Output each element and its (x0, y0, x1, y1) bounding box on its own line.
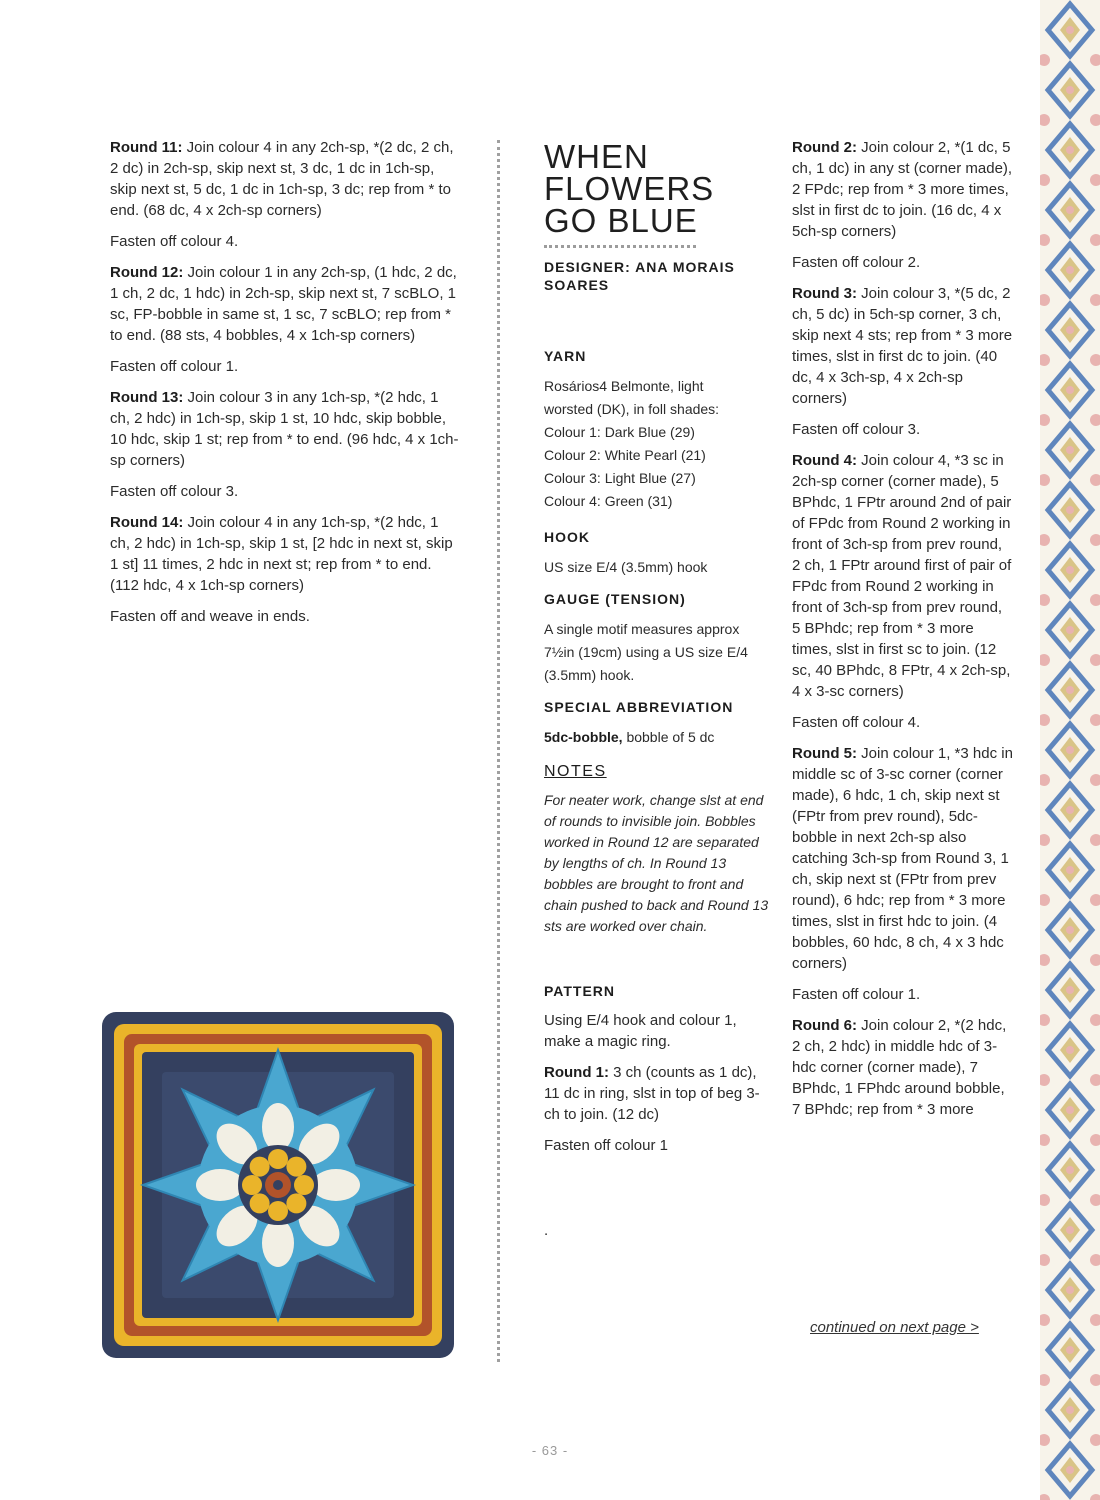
instruction-text: Fasten off colour 1 (544, 1137, 668, 1154)
instruction-text: Join colour 2, *(2 hdc, 2 ch, 2 hdc) in middle hdc of 3-hdc corner (corner made), 7 BPhdc, 1 FPhdc around bobble, 7 BPhdc; rep from * 3 more (792, 1017, 1007, 1118)
decorative-tile-border (1040, 0, 1100, 1500)
instruction-text: Fasten off colour 4. (792, 714, 921, 731)
continued-link[interactable]: continued on next page > (810, 1319, 979, 1336)
instruction-text: Join colour 1, *3 hdc in middle sc of 3-sc corner (corner made), 6 hdc, 1 ch, skip next st (FPtr from prev round), 5dc-bobble in next 2ch-sp also catching 3ch-sp from Round 3, 1 ch, skip next st (FPtr from prev round), 6 hdc; rep from * 3 more times, slst in first hdc to join. (4 bobbles, 60 hdc, 8 ch, 4 x 3 hdc corners) (792, 745, 1013, 972)
round-instruction (110, 137, 460, 221)
instruction-text: Join colour 4 in any 1ch-sp, *(2 hdc, 1 ch, 2 hdc) in 1ch-sp, skip 1 st, [2 hdc in next st, skip 1 st] 11 times, 2 hdc in next st; rep from * to end. (112 hdc, 4 x 1ch-sp corners) (110, 514, 453, 594)
instruction-text: Join colour 3, *(5 dc, 2 ch, 5 dc) in 5ch-sp corner, 3 ch, skip next 4 sts; rep from * 3 more times, slst in first dc to join. (40 dc, 4 x 3ch-sp, 4 x 2ch-sp corners) (792, 285, 1013, 407)
pattern-heading: PATTERN (544, 983, 616, 999)
instruction-text: Fasten off colour 1. (110, 358, 239, 375)
yarn-line: Colour 4: Green (31) (544, 493, 673, 509)
special-abbreviation-heading: SPECIAL ABBREVIATION (544, 699, 734, 715)
yarn-line: Colour 3: Light Blue (27) (544, 470, 696, 486)
instruction-text: 3 ch (counts as 1 dc), 11 dc in ring, slst in top of beg 3-ch to join. (12 dc) (544, 1064, 760, 1123)
round-instruction (792, 450, 1014, 702)
yarn-line: worsted (DK), in foll shades: (544, 401, 720, 417)
instruction-note (110, 481, 460, 502)
instruction-note (792, 712, 1014, 733)
column-divider (497, 140, 500, 1362)
round-label: Round 5: (792, 745, 857, 762)
round-label: Round 2: (792, 139, 857, 156)
instruction-note (792, 984, 1014, 1005)
round-label: Round 14: (110, 514, 184, 531)
title-underline-dots (544, 245, 696, 248)
round-instruction (110, 262, 460, 346)
yarn-line: Colour 2: White Pearl (21) (544, 447, 706, 463)
round-label: Round 6: (792, 1017, 857, 1034)
instruction-text: Join colour 4, *3 sc in 2ch-sp corner (corner made), 5 BPhdc, 1 FPtr around 2nd of pair of FPdc from Round 2 working in front of 3ch-sp from prev round, 2 ch, 1 FPtr around first of pair of FPdc from Round 2 working in front of 3ch-sp from prev round, 5 BPhdc; rep from * 3 more times, slst in first sc to join. (12 sc, 40 BPhdc, 8 FPtr, 4 x 2ch-sp, 4 x 3-sc corners) (792, 452, 1012, 700)
instruction-text: Fasten off colour 4. (110, 233, 239, 250)
round-instruction (792, 283, 1014, 409)
instruction-text: Join colour 2, *(1 dc, 5 ch, 1 dc) in any st (corner made), 2 FPdc; rep from * 3 more times, slst in first dc to join. (16 dc, 4 x 5ch-sp corners) (792, 139, 1013, 240)
instruction-text: Fasten off colour 1. (792, 986, 921, 1003)
instruction-text: Join colour 4 in any 2ch-sp, *(2 dc, 2 ch, 2 dc) in 2ch-sp, skip next st, 3 dc, 1 dc in 1ch-sp, skip next st, 5 dc, 1 dc in 1ch-sp, 3 dc; rep from * to end. (68 dc, 4 x 2ch-sp corners) (110, 139, 454, 219)
instruction-note (110, 356, 460, 377)
gauge-heading: GAUGE (TENSION) (544, 591, 686, 607)
instruction-note (544, 1135, 772, 1156)
round-instruction (792, 1015, 1014, 1120)
instruction-text: Join colour 1 in any 2ch-sp, (1 hdc, 2 dc, 1 ch, 2 dc, 1 hdc) in 2ch-sp, skip next st, 7 scBLO, 1 sc, FP-bobble in same st, 1 sc, 7 scBLO; rep from * to end. (88 sts, 4 bobbles, 4 x 1ch-sp corners) (110, 264, 457, 344)
pattern-title: WHEN FLOWERS GO BLUE (544, 138, 715, 239)
yarn-line: Rosários4 Belmonte, light (544, 378, 704, 394)
designer-credit: DESIGNER: ANA MORAIS SOARES (544, 259, 735, 293)
gauge-text: A single motif measures approx 7½in (19cm) using a US size E/4 (3.5mm) hook. (544, 621, 748, 683)
round-label: Round 3: (792, 285, 857, 302)
instruction-text: Join colour 3 in any 1ch-sp, *(2 hdc, 1 ch, 2 hdc) in 1ch-sp, skip 1 st, 10 hdc, skip bobble, 10 hdc, skip 1 st; rep from * to end. (96 hdc, 4 x 1ch-sp corners) (110, 389, 459, 469)
stray-mark: . (544, 1222, 549, 1239)
round-instruction (110, 387, 460, 471)
round-label: Round 11: (110, 139, 183, 156)
page-number: - 63 - (531, 1443, 569, 1458)
instruction-note (792, 252, 1014, 273)
round-instruction (544, 1062, 772, 1125)
special-abbreviation-text (544, 726, 772, 749)
crochet-motif-photo (100, 1010, 456, 1360)
right-column (792, 137, 1014, 1130)
middle-column (544, 137, 772, 1166)
round-label: Round 13: (110, 389, 184, 406)
instruction-text: Fasten off colour 2. (792, 254, 921, 271)
round-instruction (792, 137, 1014, 242)
instruction-text: Fasten off and weave in ends. (110, 608, 310, 625)
round-label: Round 4: (792, 452, 857, 469)
instruction-note (110, 606, 460, 627)
pattern-instructions (544, 1010, 772, 1156)
instruction-text: Fasten off colour 3. (110, 483, 239, 500)
outer-flower-petals (143, 1050, 413, 1320)
abbreviation-definition: bobble of 5 dc (622, 729, 715, 745)
instruction-note (792, 419, 1014, 440)
left-column (110, 137, 460, 637)
round-instruction (110, 512, 460, 596)
instruction-text: Using E/4 hook and colour 1, make a magic ring. (544, 1012, 737, 1050)
round-instruction (792, 743, 1014, 974)
abbreviation-term: 5dc-bobble, (544, 729, 623, 745)
notes-text: For neater work, change slst at end of rounds to invisible join. Bobbles worked in Round 12 are separated by lengths of ch. In Round 13 bobbles are brought to front and chain pushed to back and Round 13 sts are worked over chain. (544, 792, 769, 934)
instruction-text: Fasten off colour 3. (792, 421, 921, 438)
hook-heading: HOOK (544, 529, 590, 545)
hook-text: US size E/4 (3.5mm) hook (544, 559, 708, 575)
yarn-line: Colour 1: Dark Blue (29) (544, 424, 695, 440)
instruction-note (110, 231, 460, 252)
instruction-note (544, 1010, 772, 1052)
round-label: Round 12: (110, 264, 184, 281)
yarn-heading: YARN (544, 348, 587, 364)
notes-heading: NOTES (544, 763, 607, 780)
yarn-list (544, 375, 772, 513)
round-label: Round 1: (544, 1064, 609, 1081)
